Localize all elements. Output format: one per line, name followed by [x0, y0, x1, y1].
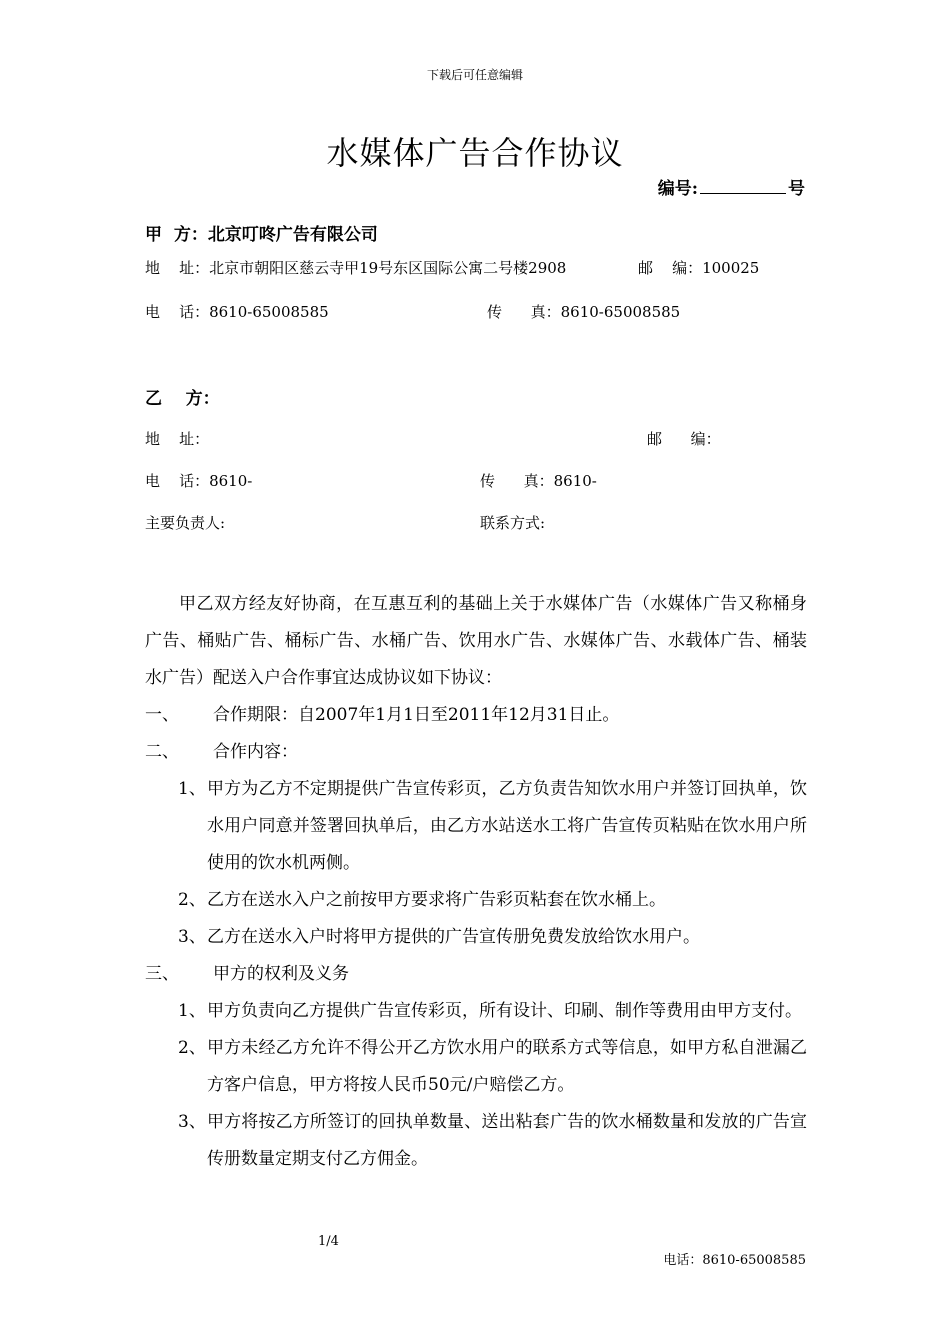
list-item: [145, 993, 807, 1030]
item-text: 甲方未经乙方允许不得公开乙方饮水用户的联系方式等信息，如甲方私自泄漏乙方客户信息，甲方将按人民币50元/户赔偿乙方。: [207, 1038, 807, 1095]
party-b-person-label: 主要负责人:: [145, 514, 226, 532]
party-b-fax: [480, 470, 597, 491]
item-text: 甲方负责向乙方提供广告宣传彩页，所有设计、印刷、制作等费用由甲方支付。: [207, 1001, 802, 1021]
item-number: 3、: [178, 927, 206, 947]
party-b-postcode: [647, 428, 721, 449]
party-a-postcode: [638, 257, 759, 278]
party-a-fax-label: 传 真：: [487, 303, 561, 321]
section-2: [145, 734, 807, 771]
document-number: [658, 174, 805, 199]
section-number: 二、: [145, 742, 179, 762]
document-number-suffix: 号: [788, 179, 805, 199]
item-text: 甲方为乙方不定期提供广告宣传彩页，乙方负责告知饮水用户并签订回执单，饮水用户同意并签署回执单后，由乙方水站送水工将广告宣传页粘贴在饮水用户所使用的饮水机两侧。: [207, 779, 807, 873]
party-b-address: [145, 428, 209, 449]
party-a-address-value: 北京市朝阳区慈云寺甲19号东区国际公寓二号楼2908: [209, 259, 567, 277]
list-item: [145, 1030, 807, 1104]
document-number-label: 编号:: [657, 179, 698, 199]
party-b-contact-label: 联系方式:: [480, 514, 546, 532]
party-b-title: 乙 方：: [145, 389, 220, 409]
item-text: 乙方在送水入户之前按甲方要求将广告彩页粘套在饮水桶上。: [207, 890, 666, 910]
party-a-fax-value: 8610-65008585: [560, 303, 681, 321]
header-note: 下载后可任意编辑: [426, 68, 523, 82]
party-b-address-label: 地 址：: [145, 430, 210, 448]
party-a-title: 甲 方：北京叮咚广告有限公司: [145, 225, 378, 245]
party-a-postcode-value: 100025: [702, 259, 760, 277]
intro-paragraph: 甲乙双方经友好协商，在互惠互利的基础上关于水媒体广告（水媒体广告又称桶身广告、桶贴广告、桶标广告、水桶广告、饮用水广告、水媒体广告、水载体广告、桶装水广告）配送入户合作事宜达成协议如下协议：: [145, 594, 807, 688]
section-number: 一、: [145, 705, 179, 725]
section-title: 甲方的权利及义务: [213, 964, 349, 984]
party-a-address-label: 地 址：: [145, 259, 210, 277]
item-text: 乙方在送水入户时将甲方提供的广告宣传册免费发放给饮水用户。: [207, 927, 700, 947]
party-a-postcode-label: 邮 编：: [638, 259, 703, 277]
item-number: 2、: [178, 890, 206, 910]
party-b-phone-value: 8610-: [209, 472, 253, 490]
party-b-phone-label: 电 话：: [145, 472, 210, 490]
section-title: 合作内容：: [213, 742, 298, 762]
item-text: 甲方将按乙方所签订的回执单数量、送出粘套广告的饮水桶数量和发放的广告宣传册数量定期支付乙方佣金。: [207, 1112, 807, 1169]
section-1: [145, 697, 807, 734]
item-number: 3、: [178, 1112, 206, 1132]
item-number: 1、: [178, 1001, 206, 1021]
party-b-fax-label: 传 真：: [480, 472, 554, 490]
party-b-fax-value: 8610-: [553, 472, 597, 490]
page-number: 1/4: [318, 1234, 339, 1249]
list-item: [145, 919, 807, 956]
party-a-fax: [487, 301, 680, 322]
item-number: 2、: [178, 1038, 206, 1058]
list-item: [145, 882, 807, 919]
section-number: 三、: [145, 964, 179, 984]
footer-phone: 电话：8610-65008585: [663, 1253, 806, 1268]
party-b-phone: [145, 470, 252, 491]
list-item: [145, 771, 807, 882]
list-item: [145, 1104, 807, 1178]
party-a-address: [145, 257, 566, 278]
agreement-body: [145, 586, 807, 1178]
party-a-phone-label: 电 话：: [145, 303, 210, 321]
document-number-blank: [700, 179, 786, 194]
document-title: 水媒体广告合作协议: [326, 134, 624, 172]
party-b-postcode-label: 邮 编：: [647, 430, 721, 448]
section-3: [145, 956, 807, 993]
party-b-contact: [480, 512, 545, 533]
party-b-person: [145, 512, 225, 533]
item-number: 1、: [178, 779, 206, 799]
party-a-phone-value: 8610-65008585: [209, 303, 329, 321]
party-a-phone: [145, 301, 329, 322]
section-title: 合作期限：自2007年1月1日至2011年12月31日止。: [213, 705, 620, 725]
